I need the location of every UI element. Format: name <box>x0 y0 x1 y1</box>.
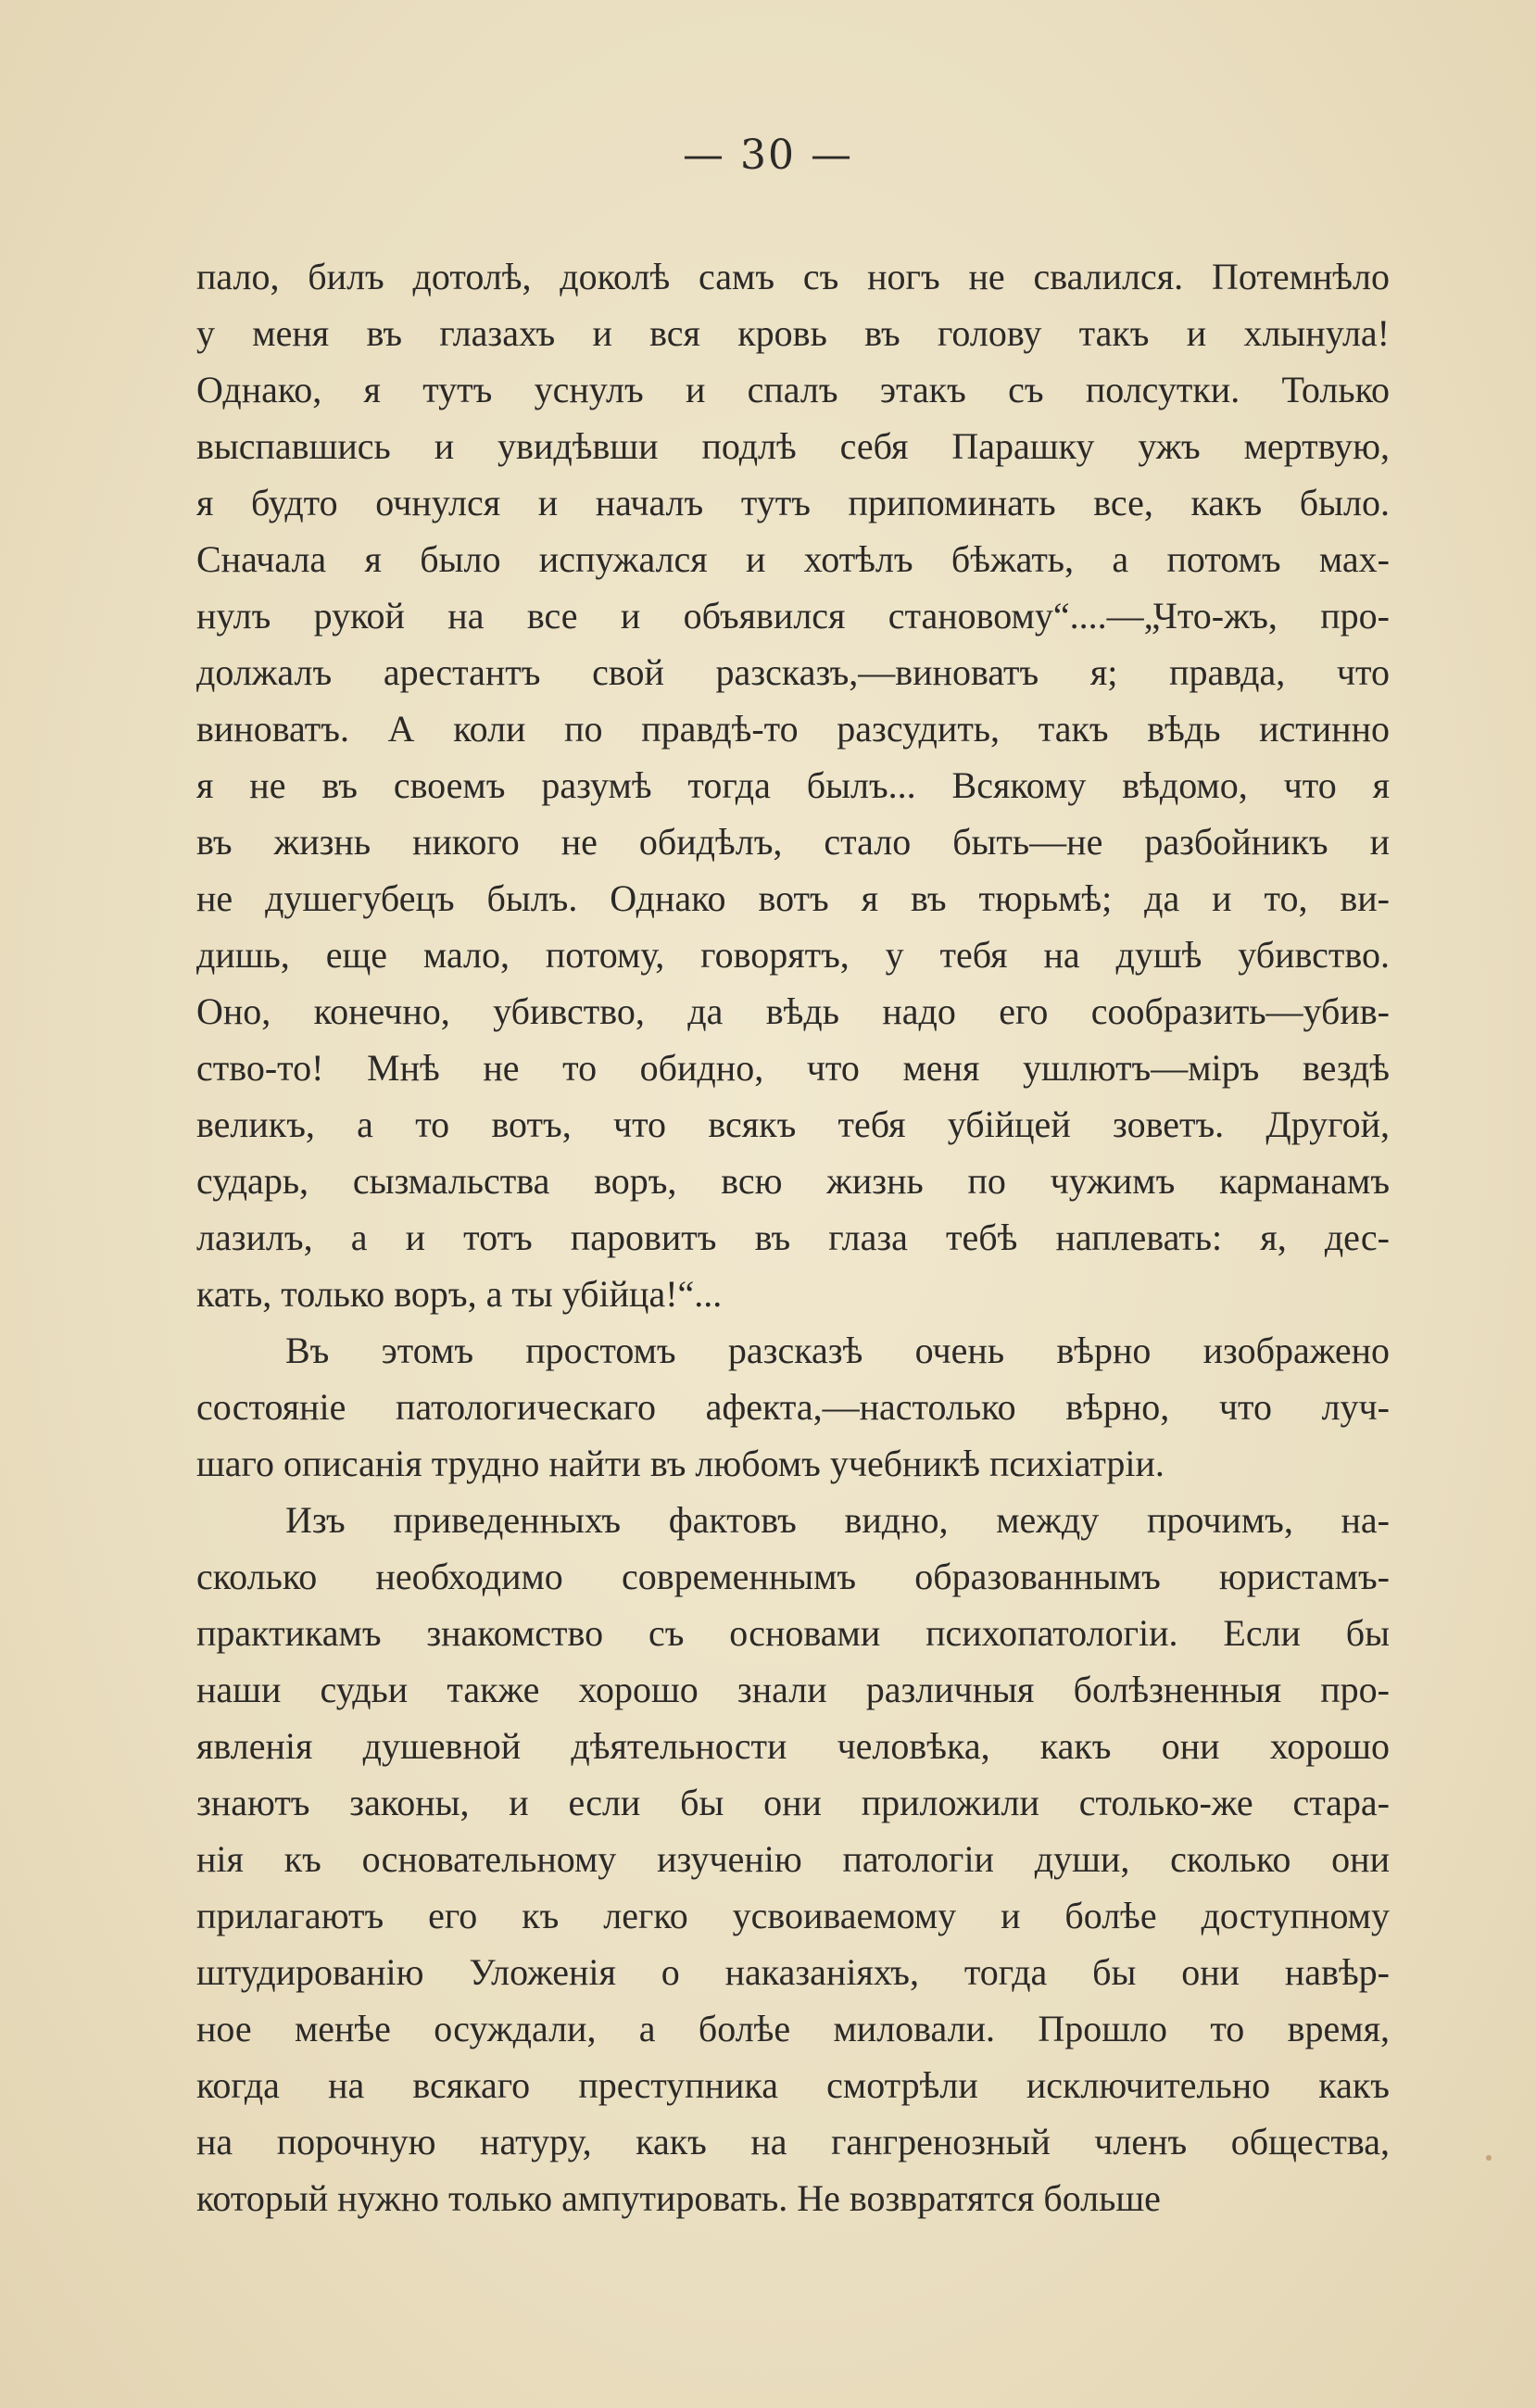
text-line: Оно, конечно, убивство, да вѣдь надо его сообразить—убив- <box>196 990 1390 1032</box>
text-line: ство-то! Мнѣ не то обидно, что меня ушлютъ—міръ вездѣ <box>196 1047 1390 1089</box>
text-line: практикамъ знакомство съ основами психопатологіи. Если бы <box>196 1612 1390 1654</box>
text-line: выспавшись и увидѣвши подлѣ себя Парашку ужъ мертвую, <box>196 425 1390 467</box>
paper-speck <box>1486 2155 1492 2161</box>
text-line: знаютъ законы, и если бы они приложили столько-же стара- <box>196 1782 1390 1823</box>
paragraph <box>196 248 1390 1322</box>
text-line: на порочную натуру, какъ на гангренозный членъ общества, <box>196 2121 1390 2162</box>
text-line: состояніе патологическаго афекта,—настолько вѣрно, что луч- <box>196 1386 1390 1428</box>
paragraph <box>196 1492 1390 2226</box>
text-line: явленія душевной дѣятельности человѣка, какъ они хорошо <box>196 1725 1390 1767</box>
text-line: я будто очнулся и началъ тутъ припоминать все, какъ было. <box>196 482 1390 523</box>
text-line: который нужно только ампутировать. Не возвратятся больше <box>196 2177 1161 2219</box>
text-line: штудированію Уложенія о наказаніяхъ, тогда бы они навѣр- <box>196 1951 1390 1993</box>
text-line: наши судьи также хорошо знали различныя болѣзненныя про- <box>196 1669 1390 1710</box>
text-line: сударь, сызмальства воръ, всю жизнь по чужимъ карманамъ <box>196 1160 1390 1202</box>
text-line: у меня въ глазахъ и вся кровь въ голову такъ и хлынула! <box>196 312 1390 354</box>
text-line: пало, билъ дотолѣ, доколѣ самъ съ ногъ не свалился. Потемнѣло <box>196 256 1390 297</box>
text-line: Сначала я было испужался и хотѣлъ бѣжать, а потомъ мах- <box>196 538 1390 580</box>
text-line: нія къ основательному изученію патологіи души, сколько они <box>196 1838 1390 1880</box>
text-line: когда на всякаго преступника смотрѣли исключительно какъ <box>196 2064 1390 2106</box>
text-line: кать, только воръ, а ты убійца!“... <box>196 1273 723 1315</box>
text-line: въ жизнь никого не обидѣлъ, стало быть—не разбойникъ и <box>196 821 1390 863</box>
text-line: нулъ рукой на все и объявился становому“....—„Что-жъ, про- <box>196 595 1390 637</box>
text-line: дишь, еще мало, потому, говорятъ, у тебя на душѣ убивство. <box>196 934 1390 976</box>
text-line: виноватъ. А коли по правдѣ-то разсудить, такъ вѣдь истинно <box>196 708 1390 750</box>
text-line: Изъ приведенныхъ фактовъ видно, между прочимъ, на- <box>285 1499 1390 1541</box>
text-line: лазилъ, а и тотъ паровитъ въ глаза тебѣ наплевать: я, дес- <box>196 1217 1390 1258</box>
text-line: ное менѣе осуждали, а болѣе миловали. Прошло то время, <box>196 2008 1390 2049</box>
text-line: великъ, а то вотъ, что всякъ тебя убійцей зоветъ. Другой, <box>196 1103 1390 1145</box>
text-line: прилагаютъ его къ легко усвоиваемому и болѣе доступному <box>196 1895 1390 1936</box>
page-number: — 30 — <box>683 132 853 179</box>
text-line: не душегубецъ былъ. Однако вотъ я въ тюрьмѣ; да и то, ви- <box>196 877 1390 919</box>
text-line: я не въ своемъ разумѣ тогда былъ... Всякому вѣдомо, что я <box>196 764 1390 806</box>
text-line: сколько необходимо современнымъ образованнымъ юристамъ- <box>196 1556 1390 1597</box>
text-line: Однако, я тутъ уснулъ и спалъ этакъ съ полсутки. Только <box>196 369 1390 410</box>
text-line: должалъ арестантъ свой разсказъ,—виноватъ я; правда, что <box>196 651 1390 693</box>
paragraph <box>196 1322 1390 1492</box>
text-line: Въ этомъ простомъ разсказѣ очень вѣрно изображено <box>285 1330 1390 1371</box>
text-line: шаго описанія трудно найти въ любомъ учебникѣ психіатріи. <box>196 1443 1165 1484</box>
body-text <box>196 248 1390 2226</box>
